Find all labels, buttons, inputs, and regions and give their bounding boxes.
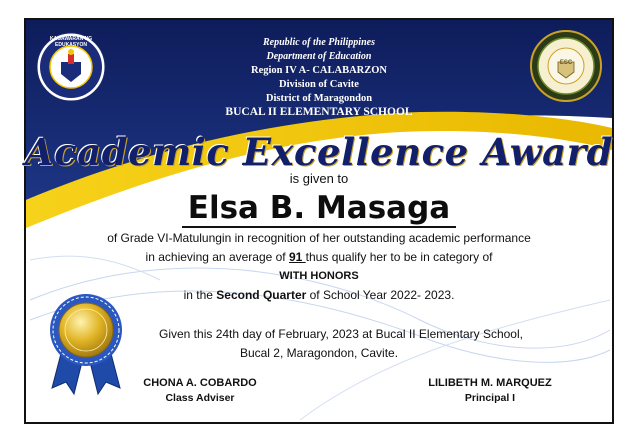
header-division: Division of Cavite <box>279 79 359 90</box>
given-to-text: is given to <box>289 171 349 186</box>
header-republic: Republic of the Philippines <box>263 37 375 48</box>
given-line-2: Bucal 2, Maragondon, Cavite. <box>239 346 399 360</box>
recipient-name: Elsa B. Masaga <box>182 190 456 228</box>
honor-category: WITH HONORS <box>279 270 359 282</box>
principal-name: LILIBETH M. MARQUEZ <box>428 377 552 389</box>
left-seal-text: KAGAWARAN NG EDUKASYON <box>49 36 93 48</box>
header-department: Department of Education <box>266 51 372 62</box>
recipient-name-wrap <box>0 190 638 226</box>
right-seal-inner: ESC <box>559 60 573 66</box>
body-line-2-post: thus qualify her to be in category of <box>305 250 493 264</box>
adviser-title: Class Adviser <box>165 392 235 404</box>
award-title: Academic Excellence Award <box>25 130 613 174</box>
header-region: Region IV A- CALABARZON <box>250 65 388 76</box>
given-line-1: Given this 24th day of February, 2023 at Bucal II Elementary School, <box>159 327 523 341</box>
body-line-2-pre: in achieving an average of <box>145 250 289 264</box>
quarter-value: Second Quarter <box>216 288 307 302</box>
principal-title: Principal I <box>464 392 516 404</box>
header-district: District of Maragondon <box>265 93 373 104</box>
adviser-name: CHONA A. COBARDO <box>143 377 257 389</box>
header-school: BUCAL II ELEMENTARY SCHOOL <box>225 106 413 118</box>
body-line-4-pre: in the <box>183 288 217 302</box>
body-line-2 <box>0 249 638 265</box>
average-value: 91 <box>288 250 306 264</box>
body-line-1: of Grade VI-Matulungin in recognition of her outstanding academic performance <box>107 231 531 245</box>
body-line-4-post: of School Year 2022- 2023. <box>306 288 455 302</box>
